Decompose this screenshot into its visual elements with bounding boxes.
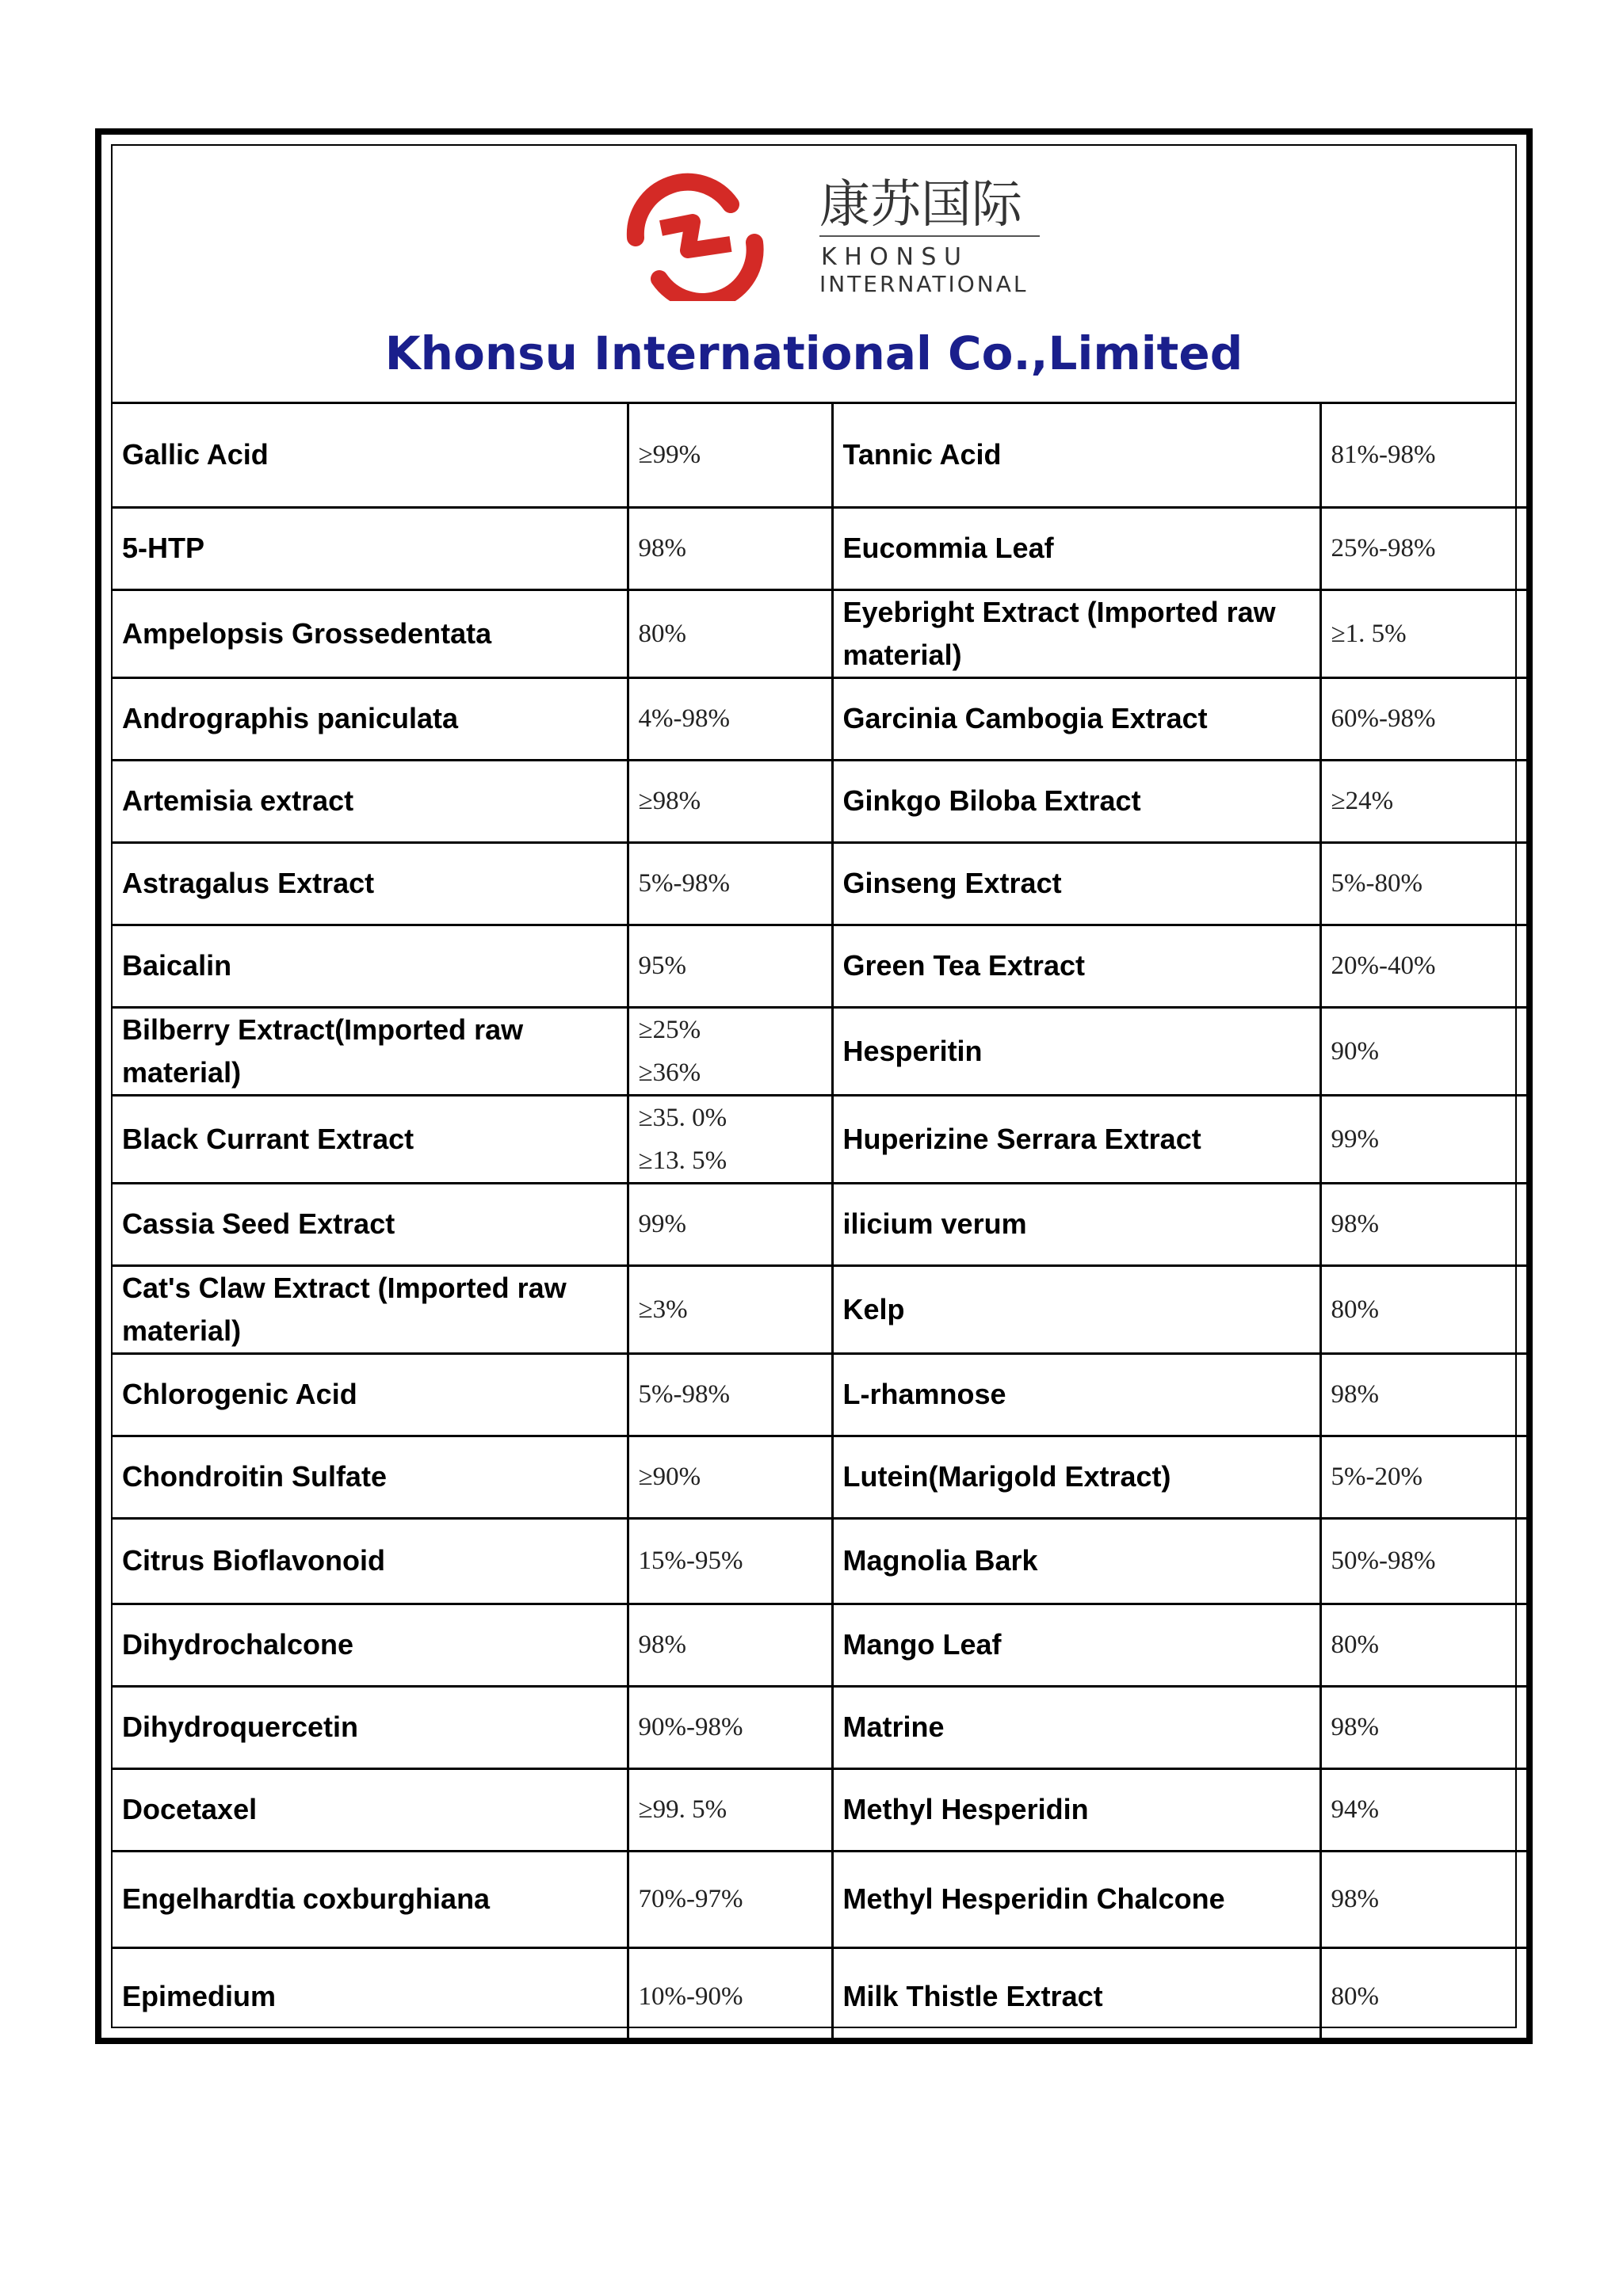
spec-value: ≥36% (638, 1058, 701, 1087)
spec-value: 98% (638, 1630, 686, 1659)
table-row (113, 925, 1529, 1007)
spec-value: 98% (1331, 1885, 1379, 1913)
spec-value: 5%-98% (638, 1380, 730, 1409)
table-row (113, 842, 1529, 925)
spec-value: 10%-90% (638, 1981, 743, 2011)
product-spec (1320, 507, 1529, 589)
product-spec (1320, 1604, 1529, 1686)
product-spec (1320, 1436, 1529, 1518)
product-name: Cassia Seed Extract (113, 1183, 628, 1265)
spec-value: ≥25% (638, 1015, 701, 1044)
spec-value: 81%-98% (1331, 441, 1436, 470)
product-name: Ampelopsis Grossedentata (113, 589, 628, 677)
product-name: Andrographis paniculata (113, 677, 628, 760)
spec-value: 5%-80% (1331, 869, 1423, 898)
product-name: Methyl Hesperidin Chalcone (832, 1851, 1320, 1947)
product-name: Magnolia Bark (832, 1518, 1320, 1604)
spec-value: ≥1. 5% (1331, 619, 1407, 648)
spec-value: 15%-95% (638, 1547, 743, 1575)
product-spec (628, 760, 832, 842)
product-spec (628, 404, 832, 507)
product-spec (628, 507, 832, 589)
product-spec (1320, 1095, 1529, 1183)
spec-value: ≥3% (638, 1295, 688, 1324)
product-name: Chlorogenic Acid (113, 1353, 628, 1436)
product-spec (628, 677, 832, 760)
product-name: Kelp (832, 1265, 1320, 1353)
spec-value: 25%-98% (1331, 534, 1436, 563)
product-spec (1320, 677, 1529, 760)
spec-value: ≥35. 0% (638, 1103, 727, 1132)
table-row (113, 1686, 1529, 1768)
spec-value: 80% (1331, 1630, 1379, 1659)
product-name: Gallic Acid (113, 404, 628, 507)
product-name: Green Tea Extract (832, 925, 1320, 1007)
product-spec (1320, 1768, 1529, 1851)
table-row (113, 677, 1529, 760)
product-name: Huperizine Serrara Extract (832, 1095, 1320, 1183)
product-spec (628, 1604, 832, 1686)
table-row (113, 1851, 1529, 1947)
product-table-body (113, 404, 1529, 2044)
logo-sub-text: INTERNATIONAL (819, 271, 1029, 297)
product-spec (1320, 1007, 1529, 1095)
product-name: Matrine (832, 1686, 1320, 1768)
table-row (113, 1768, 1529, 1851)
product-spec (1320, 589, 1529, 677)
spec-value: ≥99% (638, 441, 701, 470)
table-row (113, 589, 1529, 677)
product-spec (628, 1436, 832, 1518)
spec-value: 60%-98% (1331, 704, 1436, 733)
product-spec (628, 589, 832, 677)
product-name: Chondroitin Sulfate (113, 1436, 628, 1518)
product-spec (1320, 1353, 1529, 1436)
product-name: Lutein(Marigold Extract) (832, 1436, 1320, 1518)
table-row (113, 1183, 1529, 1265)
table-row (113, 1353, 1529, 1436)
table-row (113, 507, 1529, 589)
spec-value: 80% (638, 619, 686, 648)
product-name: Astragalus Extract (113, 842, 628, 925)
product-spec (628, 1007, 832, 1095)
table-row (113, 1265, 1529, 1353)
product-name: ilicium verum (832, 1183, 1320, 1265)
spec-value: 98% (1331, 1380, 1379, 1409)
document-inner-border (111, 144, 1517, 2028)
product-spec (1320, 760, 1529, 842)
product-spec (1320, 1183, 1529, 1265)
table-row (113, 1436, 1529, 1518)
product-name: Hesperitin (832, 1007, 1320, 1095)
spec-value: 90% (1331, 1036, 1379, 1066)
product-spec (628, 1353, 832, 1436)
table-row (113, 1604, 1529, 1686)
table-row (113, 1095, 1529, 1183)
product-name: Ginkgo Biloba Extract (832, 760, 1320, 842)
spec-value: 98% (1331, 1713, 1379, 1741)
spec-value: 80% (1331, 1295, 1379, 1324)
product-spec (1320, 1518, 1529, 1604)
product-spec (628, 1851, 832, 1947)
product-name: Epimedium (113, 1947, 628, 2044)
product-spec (628, 842, 832, 925)
product-spec (628, 1947, 832, 2044)
spec-value: 80% (1331, 1981, 1379, 2011)
product-spec (628, 925, 832, 1007)
product-name: Garcinia Cambogia Extract (832, 677, 1320, 760)
spec-value: 20%-40% (1331, 952, 1436, 980)
spec-value: ≥99. 5% (638, 1795, 727, 1824)
spec-value: 94% (1331, 1795, 1379, 1824)
product-spec (1320, 925, 1529, 1007)
product-spec (628, 1183, 832, 1265)
product-spec (628, 1095, 832, 1183)
spec-value: 95% (638, 952, 686, 980)
product-spec (1320, 1851, 1529, 1947)
table-row (113, 404, 1529, 507)
product-spec (1320, 404, 1529, 507)
product-spec (628, 1768, 832, 1851)
product-name: Methyl Hesperidin (832, 1768, 1320, 1851)
product-name: Dihydrochalcone (113, 1604, 628, 1686)
logo-chinese-text: 康苏国际 (819, 176, 1022, 235)
product-name: Milk Thistle Extract (832, 1947, 1320, 2044)
table-row (113, 760, 1529, 842)
spec-value: ≥13. 5% (638, 1146, 727, 1175)
spec-value: 99% (638, 1210, 686, 1238)
product-name: Engelhardtia coxburghiana (113, 1851, 628, 1947)
product-spec (628, 1265, 832, 1353)
spec-value: 4%-98% (638, 704, 730, 733)
spec-value: 99% (1331, 1124, 1379, 1154)
product-name: Eucommia Leaf (832, 507, 1320, 589)
table-row (113, 1007, 1529, 1095)
product-spec (628, 1686, 832, 1768)
product-table (113, 404, 1529, 2044)
product-name: Ginseng Extract (832, 842, 1320, 925)
document-frame (95, 128, 1533, 2044)
product-name: Mango Leaf (832, 1604, 1320, 1686)
product-name: Tannic Acid (832, 404, 1320, 507)
product-spec (1320, 1265, 1529, 1353)
spec-value: 70%-97% (638, 1885, 743, 1913)
document-header (113, 146, 1515, 404)
product-name: Black Currant Extract (113, 1095, 628, 1183)
spec-value: 98% (638, 534, 686, 563)
table-row (113, 1947, 1529, 2044)
spec-value: 5%-20% (1331, 1463, 1423, 1491)
product-name: L-rhamnose (832, 1353, 1320, 1436)
product-name: Eyebright Extract (Imported raw material) (832, 589, 1320, 677)
spec-value: 5%-98% (638, 869, 730, 898)
company-name: Khonsu International Co.,Limited (384, 326, 1243, 380)
product-spec (1320, 1947, 1529, 2044)
product-name: Dihydroquercetin (113, 1686, 628, 1768)
spec-value: 90%-98% (638, 1713, 743, 1741)
product-name: Baicalin (113, 925, 628, 1007)
spec-value: 50%-98% (1331, 1547, 1436, 1575)
product-spec (628, 1518, 832, 1604)
table-row (113, 1518, 1529, 1604)
logo-latin-text: K H O N S U (821, 243, 961, 271)
product-name: 5-HTP (113, 507, 628, 589)
product-name: Artemisia extract (113, 760, 628, 842)
product-spec (1320, 842, 1529, 925)
company-logo (612, 166, 1119, 301)
logo-emblem-icon (636, 182, 755, 301)
product-name: Citrus Bioflavonoid (113, 1518, 628, 1604)
spec-value: ≥24% (1331, 787, 1394, 815)
spec-value: ≥90% (638, 1463, 701, 1491)
spec-value: 98% (1331, 1210, 1379, 1238)
spec-value: ≥98% (638, 787, 701, 815)
product-name: Bilberry Extract(Imported raw material) (113, 1007, 628, 1095)
product-name: Docetaxel (113, 1768, 628, 1851)
product-name: Cat's Claw Extract (Imported raw material) (113, 1265, 628, 1353)
product-spec (1320, 1686, 1529, 1768)
